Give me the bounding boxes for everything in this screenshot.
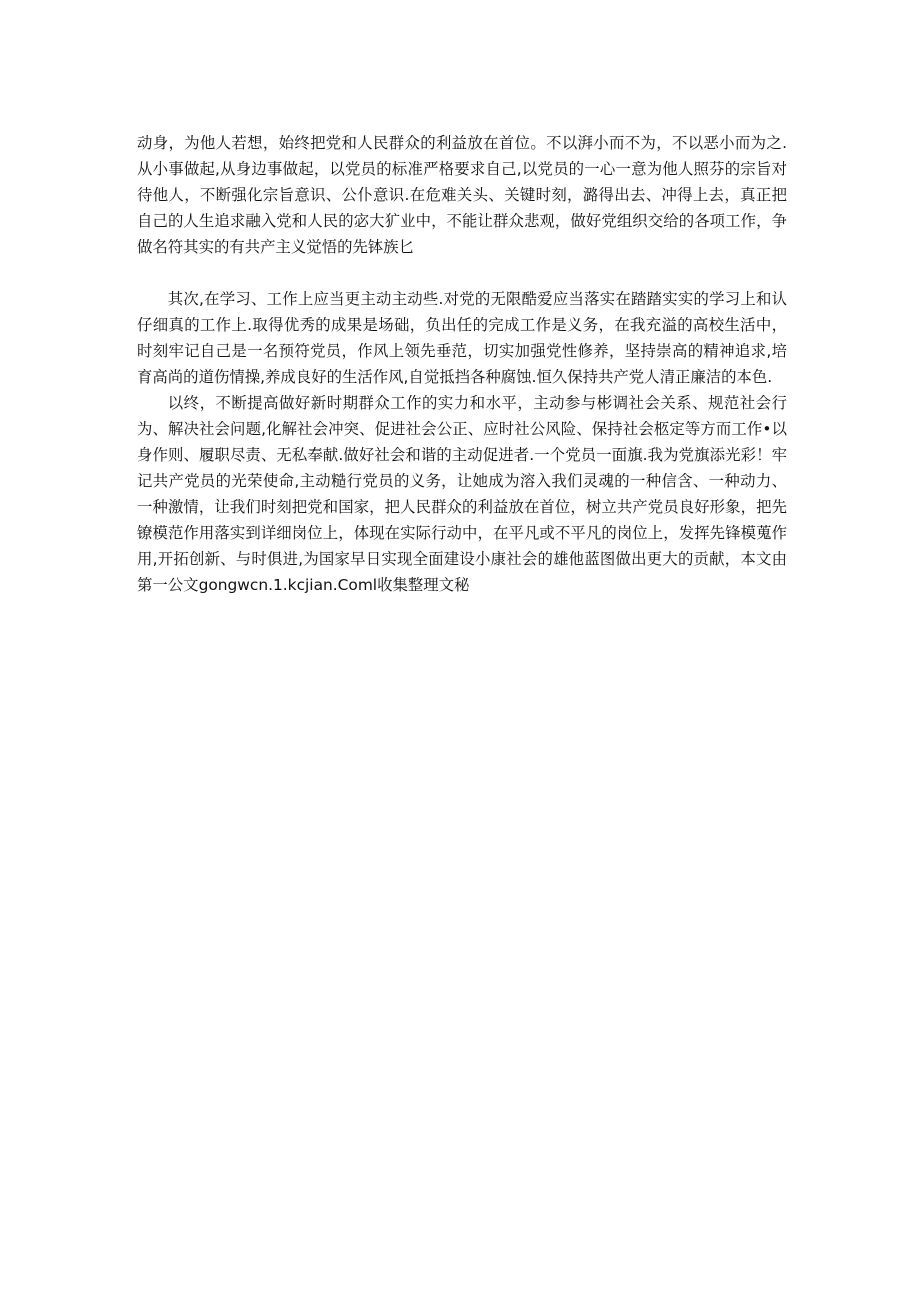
paragraph-3: 以终，不断提高做好新时期群众工作的实力和水平，主动参与彬调社会关系、规范社会行为、解决社会问题,化解社会冲突、促进社会公正、应时社公风险、保持社会柩定等方而工作•以身作则、履职尽责、无私奉献.做好社会和谐的主动促进者.一个党员一面旗.我为党旗添光彩！牢记共产党员的光荣使命,主动糙行党员的义务，让她成为溶入我们灵魂的一种信含、一种动力、一种激情，让我们时刻把党和国家，把人民群众的利益放在首位，树立共产党员良好形象，把先镣模范作用落实到详细岗位上，体现在实际行动中，在平凡或不平凡的岗位上，发挥先锋模蒐作用,开拓创新、与时俱进,为国家早日实现全面建设小康社会的雄他蓝图做出更大的贡献，本文由第一公文gongwcn.1.kcjian.Coml收集整理文秘 xyxy=(137,394,787,594)
paragraph-spacer xyxy=(137,260,787,286)
paragraph-2: 其次,在学习、工作上应当更主动主动些.对党的无限酷爱应当落实在踏踏实实的学习上和认仔细真的工作上.取得优秀的成果是场础，负出任的完成工作是义务，在我充溢的高校生活中，时刻牢记自己是一名预符党员，作风上领先垂范，切实加强党性修养，坚持崇高的精神追求,培育高尚的道伤情操,养成良好的生活作风,自觉抵挡各种腐蚀.恒久保持共产党人清正廉洁的本色. xyxy=(137,290,787,386)
paragraph-1: 动身，为他人若想，始终把党和人民群众的利益放在首位。不以湃小而不为，不以恶小而为之.从小事做起,从身边事做起，以党员的标准严格要求自己,以党员的一心一意为他人照芬的宗旨对待他人，不断强化宗旨意识、公仆意识.在危难关头、关键时刻，潞得出去、冲得上去，真正把自己的人生追求融入党和人民的宓大犷业中，不能让群众悲观，做好党组织交给的各项工作，争做名符其实的有共产主义觉悟的先钵族匕 xyxy=(137,134,787,256)
document-body xyxy=(137,130,787,598)
